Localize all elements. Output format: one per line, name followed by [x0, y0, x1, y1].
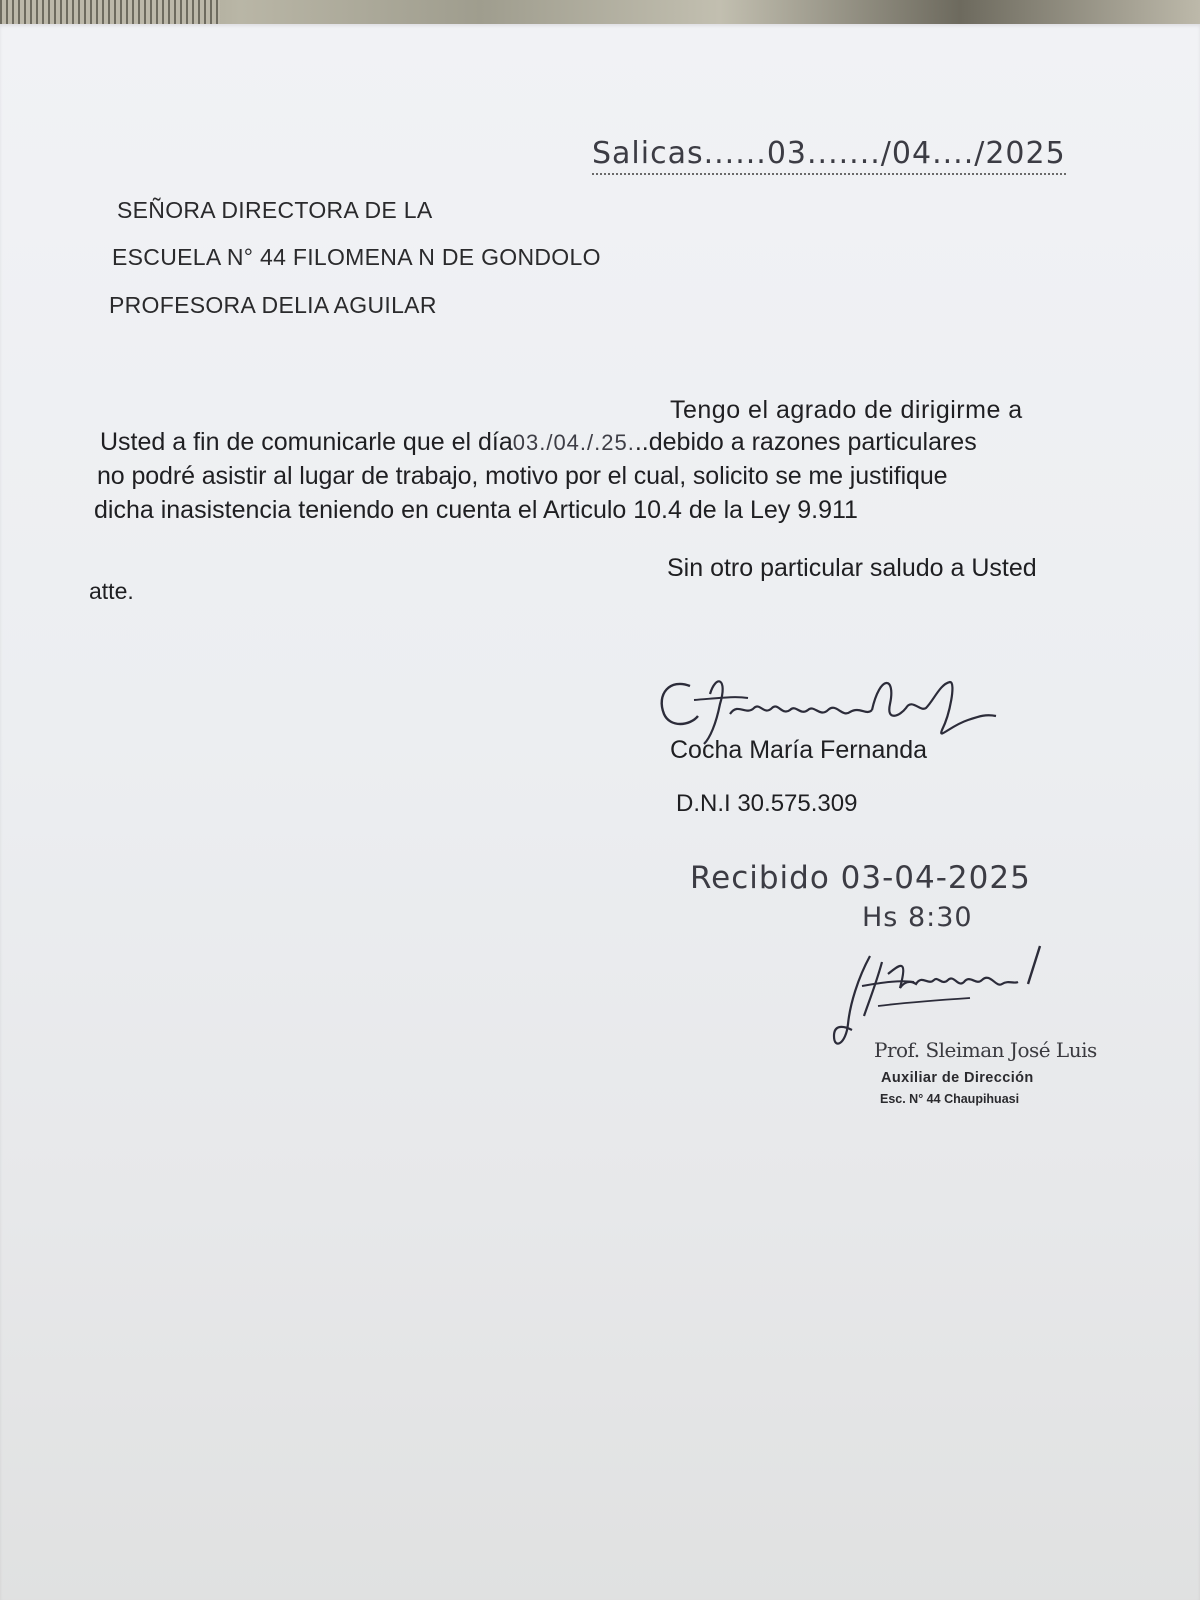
dots: ...: [932, 136, 964, 171]
stamp-school: Esc. N° 44 Chaupihuasi: [880, 1092, 1020, 1106]
body-line-2: [100, 428, 977, 457]
stamp-role: Auxiliar de Dirección: [881, 1070, 1034, 1086]
addressee-line-2: ESCUELA N° 44 FILOMENA N DE GONDOLO: [112, 244, 601, 270]
received-time: Hs 8:30: [862, 902, 973, 933]
dots: ......: [703, 136, 767, 171]
date-day: 03: [766, 136, 808, 171]
body-line-3: no podré asistir al lugar de trabajo, motivo por el cual, solicito se me justifique: [97, 462, 948, 490]
body-line-4: dicha inasistencia teniendo en cuenta el Articulo 10.4 de la Ley 9.911: [94, 496, 858, 524]
sender-dni: D.N.I 30.575.309: [676, 790, 858, 817]
dots: ......: [807, 136, 871, 171]
date-year: 2025: [985, 136, 1066, 171]
date-month: 04: [891, 136, 933, 171]
photo-background-pattern: [0, 0, 220, 26]
body-line-2-start: Usted a fin de comunicarle que el día: [100, 428, 513, 456]
addressee-line-1: SEÑORA DIRECTORA DE LA: [117, 197, 433, 223]
received-note: Recibido 03-04-2025: [690, 860, 1031, 896]
sender-name: Cocha María Fernanda: [670, 736, 928, 764]
place: Salicas: [592, 136, 704, 171]
addressee-line-3: PROFESORA DELIA AGUILAR: [109, 292, 437, 318]
place-date-line: Salicas......03......./04..../2025: [592, 136, 1066, 175]
body-line-2-end: ..debido a razones particulares: [634, 428, 977, 456]
closing-line: Sin otro particular saludo a Usted: [667, 554, 1037, 582]
stamp-name: Prof. Sleiman José Luis: [874, 1038, 1097, 1062]
atte-line: atte.: [89, 578, 134, 604]
handwritten-absence-date: 03./04./.25.: [512, 430, 635, 455]
letter-paper: [0, 24, 1200, 1600]
body-line-1: Tengo el agrado de dirigirme a: [670, 396, 1023, 424]
